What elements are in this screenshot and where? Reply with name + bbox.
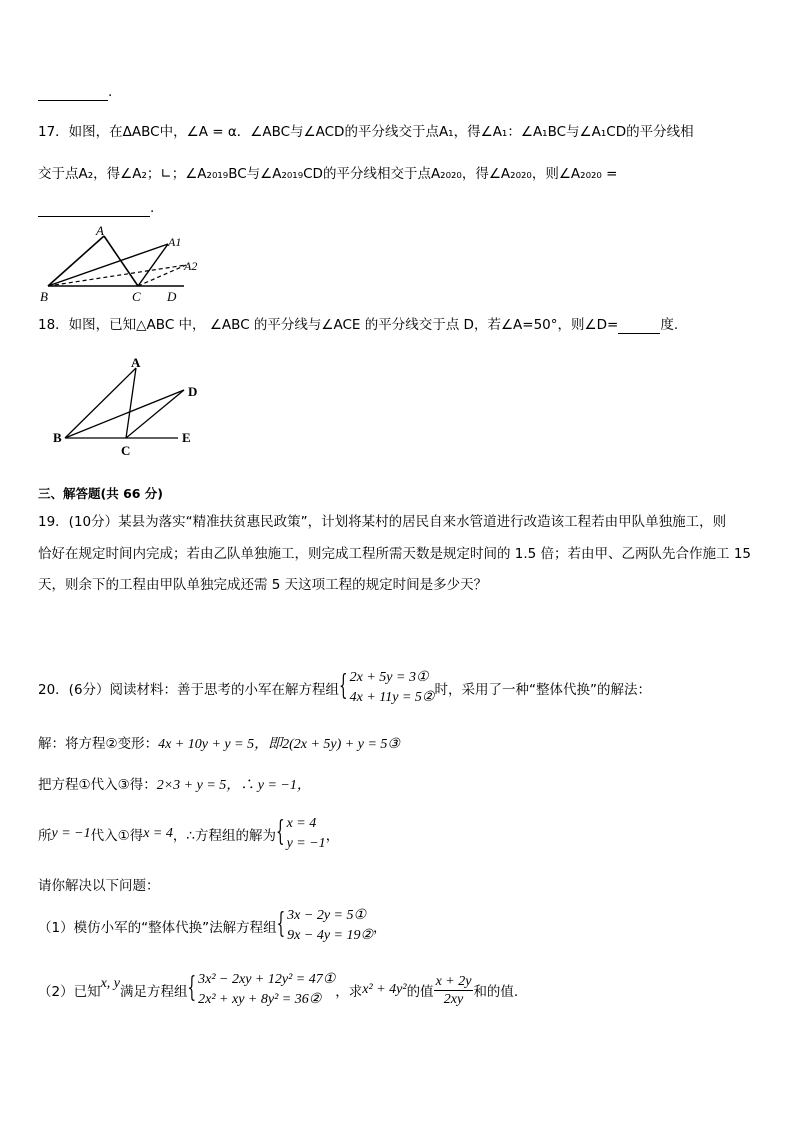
section-heading: 三、解答题(共 66 分) xyxy=(38,486,164,501)
equation-system-1: { 2x + 5y = 3① 4x + 11y = 5② xyxy=(339,669,435,705)
left-brace: { xyxy=(187,971,197,1006)
q18-figure xyxy=(50,354,210,458)
left-brace: { xyxy=(339,669,348,704)
q20-solution-line-3: 所 y = −1 代入①得 x = 4 ，∴方程组的解为 { x = 4 y = −1 ， xyxy=(38,814,339,854)
left-brace: { xyxy=(276,907,286,942)
q18-text: 18．如图，已知△ABC 中， ∠ABC 的平分线与∠ACE 的平分线交于点 D，若∠A=50°，则∠D= 度. xyxy=(38,317,679,333)
point-label-a: A xyxy=(96,224,104,238)
top-answer-blank: . xyxy=(38,84,112,101)
equation-system-3: { 3x² − 2xy + 12y² = 47① 2x² + xy + 8y² = 36② xyxy=(187,971,336,1007)
point-label-a1: A1 xyxy=(168,235,182,249)
q19-line-2: 恰好在规定时间内完成；若由乙队单独施工，则完成工程所需天数是规定时间的 1.5 倍；若由甲、乙两队先合作施工 15 xyxy=(38,546,752,562)
q20-part-1: （1）模仿小军的“整体代换”法解方程组 { 3x − 2y = 5① 9x − 4y = 19② ， xyxy=(38,906,387,946)
answer-blank xyxy=(618,317,660,334)
point-label-a: A xyxy=(131,355,141,370)
q19-line-1: 19．(10分）某县为落实“精准扶贫惠民政策”，计划将某村的居民自来水管道进行改造该工程若由甲队单独施工，则 xyxy=(38,514,727,530)
point-label-c: C xyxy=(121,443,131,458)
answer-blank xyxy=(38,84,108,101)
point-label-d: D xyxy=(167,289,177,304)
solution-system: { x = 4 y = −1 xyxy=(275,815,326,851)
fraction: $\frac{x + 2y}{2xy}$ xyxy=(435,973,472,1007)
q20-ask: 请你解决以下问题： xyxy=(38,878,160,894)
q20-solution-line-2: 把方程①代入③得：2×3 + y = 5，∴ y = −1， xyxy=(38,777,311,793)
point-label-c: C xyxy=(132,289,141,304)
point-label-b: B xyxy=(40,289,48,304)
answer-blank xyxy=(38,200,150,217)
q20-solution-line-1: 解：将方程②变形：4x + 10y + y = 5，即2(2x + 5y) + y = 5③ xyxy=(38,736,400,752)
q20-intro: 20．(6分）阅读材料：善于思考的小军在解方程组 { 2x + 5y = 3① 4x + 11y = 5② 时，采用了一种“整体代换”的解法： xyxy=(38,668,651,708)
point-label-a2: A2 xyxy=(184,259,198,273)
point-label-b: B xyxy=(53,430,62,445)
q17-answer-line: . xyxy=(38,200,154,217)
q17-line-2: 交于点A₂，得∠A₂；∟；∠A₂₀₁₉BC与∠A₂₀₁₉CD的平分线相交于点A₂₀₂₀，得∠A₂₀₂₀，则∠A₂₀₂₀ = xyxy=(38,166,618,182)
point-label-d: D xyxy=(188,384,198,399)
q20-part-2: （2）已知 x, y 满足方程组 { 3x² − 2xy + 12y² = 47① 2x² + xy + 8y² = 36② ，求 x² + 4y² 的值 $\frac{x + 2y}{2xy}$ 和的值. xyxy=(38,970,518,1010)
equation-system-2: { 3x − 2y = 5① 9x − 4y = 19② xyxy=(276,907,374,943)
q17-figure xyxy=(36,224,206,306)
q17-line-1: 17．如图，在ΔABC中，∠A = α．∠ABC与∠ACD的平分线交于点A₁，得∠A₁：∠A₁BC与∠A₁CD的平分线相 xyxy=(38,124,694,140)
point-label-e: E xyxy=(182,430,191,445)
q19-line-3: 天，则余下的工程由甲队单独完成还需 5 天这项工程的规定时间是多少天？ xyxy=(38,577,488,593)
left-brace: { xyxy=(275,815,285,850)
